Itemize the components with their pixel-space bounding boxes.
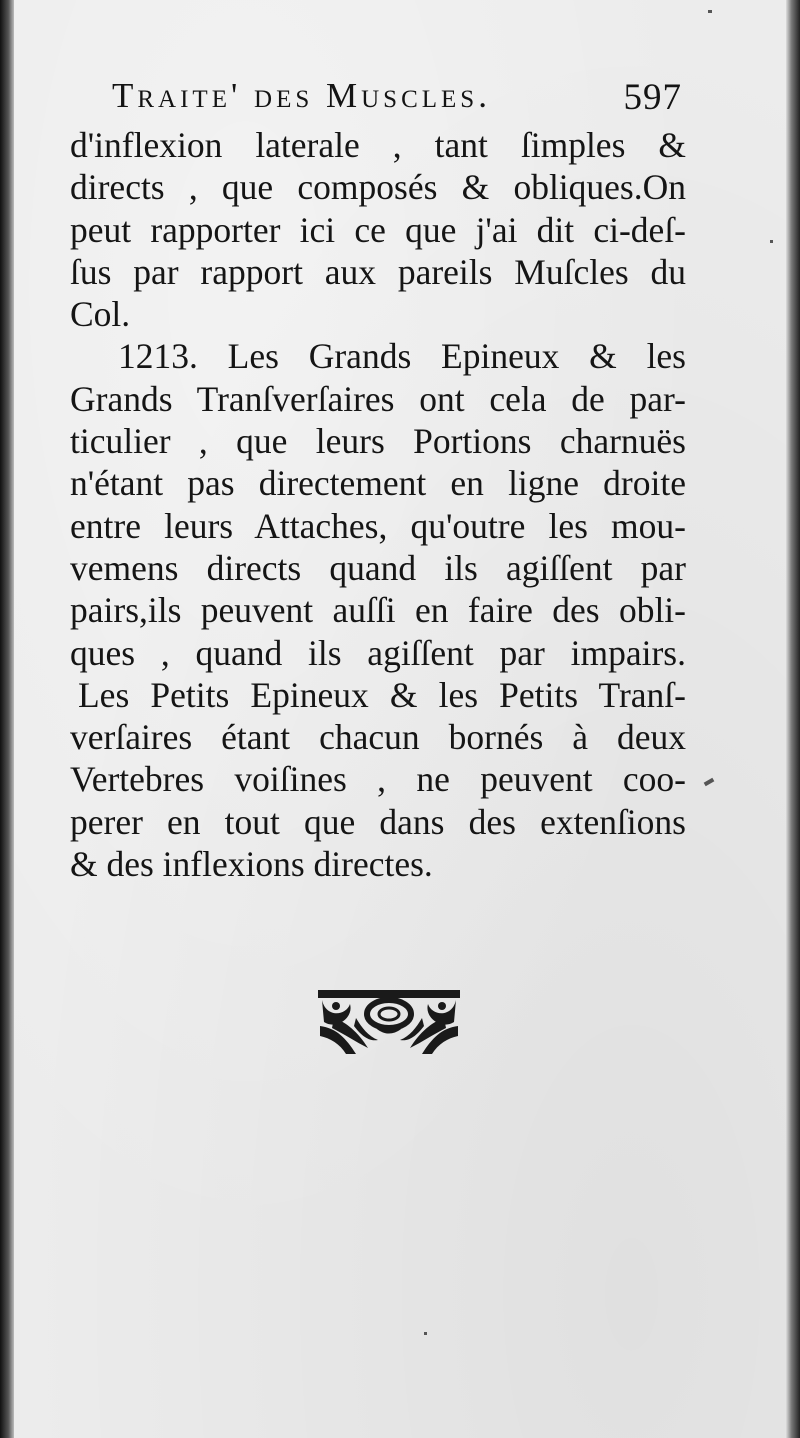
text-line: ques , quand ils agiſſent par impairs. (70, 632, 686, 673)
text-line: peut rapporter ici ce que j'ai dit ci-deſ- (70, 209, 686, 250)
text-line: ticulier , que leurs Portions charnuës (70, 421, 686, 462)
running-title: Traite' des Muscles. (112, 76, 491, 115)
text-line: Les Petits Epineux & les Petits Tranſ- (78, 674, 686, 715)
text-line: verſaires étant chacun bornés à deux (70, 717, 686, 758)
text-line: Grands Tranſverſaires ont cela de par- (70, 378, 686, 419)
text-line: perer en tout que dans des extenſions (70, 801, 686, 842)
text-line: entre leurs Attaches, qu'outre les mou- (70, 505, 686, 546)
text-line: & des inflexions directes. (70, 844, 433, 885)
text-line: n'étant pas directement en ligne droite (70, 463, 686, 504)
text-line: d'inflexion laterale , tant ſimples & (70, 125, 686, 165)
paper-speck (424, 1332, 427, 1335)
text-line: directs , que composés & obliques.On (70, 167, 686, 208)
acanthus-leaf-tailpiece-icon (316, 988, 462, 1058)
body-text (70, 124, 686, 885)
paragraph-start-line: 1213. Les Grands Epineux & les (118, 336, 686, 377)
paper-speck (770, 240, 773, 243)
paper-speck (704, 778, 715, 786)
page-edge-shadow (786, 0, 800, 1438)
text-line: ſus par rapport aux pareils Muſcles du (70, 251, 686, 292)
text-line: Vertebres voiſines , ne peuvent coo- (70, 759, 686, 800)
text-line: Col. (70, 294, 131, 335)
book-page (14, 0, 786, 1438)
page-header (112, 76, 682, 124)
book-gutter-shadow (0, 0, 14, 1438)
page-number: 597 (623, 77, 682, 118)
paper-speck (708, 10, 712, 13)
text-line: vemens directs quand ils agiſſent par (70, 547, 686, 588)
text-line: pairs,ils peuvent auſſi en faire des obli- (70, 590, 686, 631)
